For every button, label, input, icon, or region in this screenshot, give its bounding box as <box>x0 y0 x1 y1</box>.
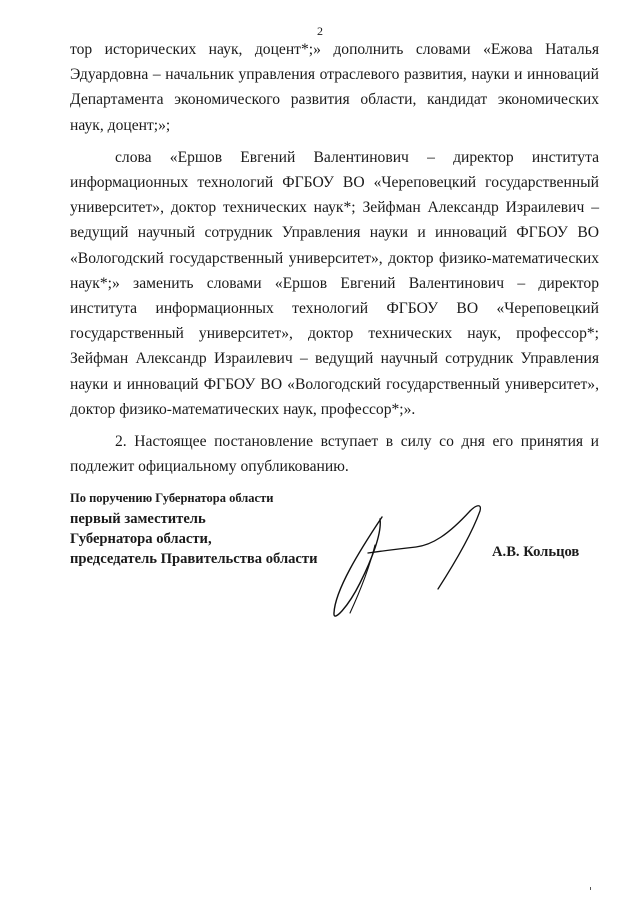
signer-title-line-2: Губернатора области, <box>70 531 212 547</box>
signer-title-line-3: председатель Правительства области <box>70 551 318 567</box>
signature-block <box>70 488 317 569</box>
scan-speck <box>590 887 591 890</box>
paragraph-replacement: слова «Ершов Евгений Валентинович – директор института информационных технологий ФГБОУ ВО «Череповецкий государственный университет», доктор технических наук*; Зейфман Александр Израилевич – ведущий научный сотрудник Управления науки и инноваций ФГБОУ ВО «Вологодский государственный университет», доктор физико-математических наук*;» заменить словами «Ершов Евгений Валентинович – директор института информационных технологий ФГБОУ ВО «Череповецкий государственный университет», доктор технических наук, профессор*; Зейфман Александр Израилевич – ведущий научный сотрудник Управления науки и инноваций ФГБОУ ВО «Вологодский государственный университет», доктор физико-математических наук, профессор*;». <box>70 148 599 418</box>
on-behalf-line: По поручению Губернатора области <box>70 491 274 505</box>
handwritten-signature <box>320 495 500 625</box>
document-body <box>70 37 599 479</box>
paragraph-continuation: тор исторических наук, доцент*;» дополнить словами «Ежова Наталья Эдуардовна – начальник управления отраслевого развития, науки и инноваций Департамента экономического развития области, кандидат экономических наук, доцент;»; <box>70 41 599 134</box>
signer-title-line-1: первый заместитель <box>70 511 206 527</box>
page-number: 2 <box>317 24 323 38</box>
signer-name: А.В. Кольцов <box>492 544 580 560</box>
paragraph-effective-date: 2. Настоящее постановление вступает в силу со дня его принятия и подлежит официальному опубликованию. <box>70 433 599 476</box>
